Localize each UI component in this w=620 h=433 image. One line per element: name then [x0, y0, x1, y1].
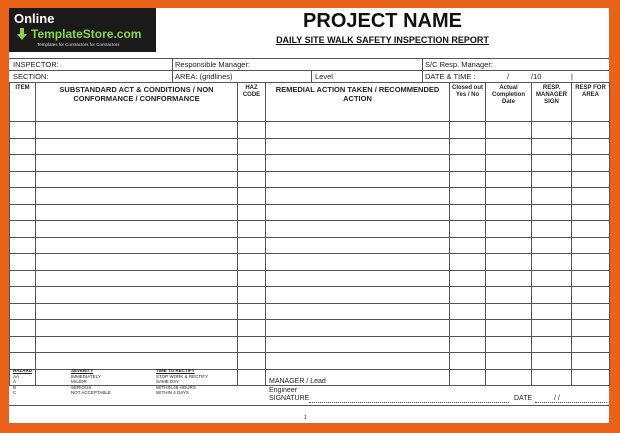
column-header-closed-out: Closed out Yes / No	[450, 83, 486, 122]
table-cell[interactable]	[238, 353, 266, 370]
table-cell[interactable]	[36, 270, 238, 287]
legend-severity: SERIOUS	[71, 384, 92, 390]
table-cell[interactable]	[266, 155, 450, 172]
table-row[interactable]	[10, 155, 610, 172]
table-cell[interactable]	[486, 171, 532, 188]
table-row[interactable]	[10, 336, 610, 353]
table-row[interactable]	[10, 287, 610, 304]
table-row[interactable]	[10, 270, 610, 287]
table-cell[interactable]	[238, 171, 266, 188]
table-cell[interactable]	[10, 237, 36, 254]
date-bar: |	[571, 72, 573, 81]
table-cell[interactable]	[36, 155, 238, 172]
table-cell[interactable]	[572, 122, 610, 139]
table-row[interactable]	[10, 320, 610, 337]
table-cell[interactable]	[450, 204, 486, 221]
table-cell[interactable]	[532, 353, 572, 370]
table-cell[interactable]	[238, 122, 266, 139]
date-separator: /	[507, 72, 510, 81]
legend-row	[13, 390, 189, 396]
legend-hazard-code: A	[13, 379, 17, 384]
table-cell[interactable]	[572, 287, 610, 304]
table-cell[interactable]	[266, 303, 450, 320]
table-cell[interactable]	[486, 188, 532, 205]
table-cell[interactable]	[450, 155, 486, 172]
table-cell[interactable]	[238, 270, 266, 287]
column-header-haz-code: HAZ CODE	[238, 83, 266, 122]
table-cell[interactable]	[450, 353, 486, 370]
sc-resp-manager-label: S/C Resp. Manager:	[425, 60, 493, 69]
table-row[interactable]	[10, 171, 610, 188]
legend-severity: IMMEDIATELY	[71, 373, 101, 379]
table-cell[interactable]	[572, 155, 610, 172]
table-cell[interactable]	[486, 155, 532, 172]
table-cell[interactable]	[486, 237, 532, 254]
table-cell[interactable]	[10, 320, 36, 337]
table-cell[interactable]	[266, 336, 450, 353]
legend-hazard-code: B	[13, 384, 17, 390]
logo-tagline: Templates for Contractors for Contractors	[37, 42, 120, 47]
area-label: AREA: (gridlines)	[175, 72, 233, 81]
table-cell[interactable]	[532, 138, 572, 155]
table-cell[interactable]	[10, 336, 36, 353]
table-cell[interactable]	[572, 303, 610, 320]
table-cell[interactable]	[532, 122, 572, 139]
table-row[interactable]	[10, 353, 610, 370]
logo-line2: TemplateStore.com	[31, 27, 142, 41]
table-cell[interactable]	[486, 270, 532, 287]
hazard-legend	[13, 368, 263, 408]
legend-time: WITHIN 48 HOURS	[156, 384, 196, 390]
table-cell[interactable]	[238, 320, 266, 337]
table-row[interactable]	[10, 221, 610, 238]
table-cell[interactable]	[10, 204, 36, 221]
table-cell[interactable]	[486, 369, 532, 386]
table-cell[interactable]	[450, 254, 486, 271]
table-cell[interactable]	[266, 204, 450, 221]
table-cell[interactable]	[266, 320, 450, 337]
legend-time: WITHIN 4 DAYS	[156, 390, 189, 395]
table-cell[interactable]	[238, 138, 266, 155]
table-cell[interactable]	[266, 353, 450, 370]
table-cell[interactable]	[486, 138, 532, 155]
table-cell[interactable]	[36, 254, 238, 271]
engineer-label: Engineer	[269, 387, 298, 394]
legend-severity: NOT ACCEPTABLE	[71, 390, 111, 395]
legend-severity: MAJOR	[71, 379, 87, 384]
table-cell[interactable]	[486, 221, 532, 238]
table-cell[interactable]	[532, 254, 572, 271]
table-cell[interactable]	[238, 155, 266, 172]
table-row[interactable]	[10, 303, 610, 320]
date-line[interactable]	[535, 402, 607, 403]
table-cell[interactable]	[10, 188, 36, 205]
table-cell[interactable]	[572, 320, 610, 337]
table-cell[interactable]	[450, 122, 486, 139]
column-header-remedial-action: REMEDIAL ACTION TAKEN / RECOMMENDED ACTION	[266, 83, 450, 122]
table-cell[interactable]	[532, 237, 572, 254]
table-cell[interactable]	[532, 287, 572, 304]
table-cell[interactable]	[266, 254, 450, 271]
download-arrow-icon	[16, 28, 28, 40]
section-label: SECTION:	[13, 72, 49, 81]
table-cell[interactable]	[238, 303, 266, 320]
table-cell[interactable]	[10, 221, 36, 238]
table-cell[interactable]	[450, 320, 486, 337]
table-cell[interactable]	[532, 221, 572, 238]
table-cell[interactable]	[266, 287, 450, 304]
table-cell[interactable]	[36, 237, 238, 254]
table-cell[interactable]	[486, 122, 532, 139]
table-cell[interactable]	[36, 303, 238, 320]
table-cell[interactable]	[450, 138, 486, 155]
table-header-row	[10, 83, 610, 122]
manager-lead-label: MANAGER / Lead	[269, 378, 326, 385]
table-cell[interactable]	[572, 171, 610, 188]
legend-hazard-code: AA	[13, 373, 20, 379]
level-label: Level	[315, 72, 333, 81]
column-header-manager-sign: RESP. MANAGER SIGN	[532, 83, 572, 122]
divider	[422, 58, 423, 82]
table-cell[interactable]	[266, 270, 450, 287]
footer-divider	[9, 405, 609, 406]
table-cell[interactable]	[266, 237, 450, 254]
column-header-item: ITEM	[10, 83, 36, 122]
table-cell[interactable]	[572, 221, 610, 238]
table-cell[interactable]	[36, 221, 238, 238]
table-cell[interactable]	[10, 155, 36, 172]
legend-hazard-header: HAZARD	[13, 368, 32, 373]
table-cell[interactable]	[572, 237, 610, 254]
logo	[9, 8, 156, 52]
legend-time: SAME DAY	[156, 379, 179, 384]
info-row-1	[9, 58, 609, 70]
table-cell[interactable]	[486, 303, 532, 320]
divider	[172, 58, 173, 82]
legend-hazard-code: C	[13, 390, 17, 395]
table-cell[interactable]	[572, 138, 610, 155]
table-cell[interactable]	[532, 171, 572, 188]
table-cell[interactable]	[450, 171, 486, 188]
report-subtitle: DAILY SITE WALK SAFETY INSPECTION REPORT	[276, 35, 489, 45]
table-cell[interactable]	[266, 122, 450, 139]
table-cell[interactable]	[36, 188, 238, 205]
table-cell[interactable]	[36, 138, 238, 155]
table-cell[interactable]	[450, 188, 486, 205]
table-row[interactable]	[10, 204, 610, 221]
table-cell[interactable]	[572, 204, 610, 221]
column-header-substandard: SUBSTANDARD ACT & CONDITIONS / NON CONFORMANCE / CONFORMANCE	[36, 83, 238, 122]
info-row-2	[9, 70, 609, 82]
table-cell[interactable]	[572, 188, 610, 205]
date-time-label: DATE & TIME :	[425, 72, 476, 81]
table-cell[interactable]	[486, 320, 532, 337]
table-cell[interactable]	[572, 336, 610, 353]
table-cell[interactable]	[238, 188, 266, 205]
table-cell[interactable]	[36, 204, 238, 221]
inspector-label: INSPECTOR:	[13, 60, 59, 69]
signature-label: SIGNATURE	[269, 395, 310, 402]
legend-severity-header: SEVERITY	[71, 368, 94, 373]
table-cell[interactable]	[572, 254, 610, 271]
column-header-completion-date: Actual Completion Date	[486, 83, 532, 122]
table-cell[interactable]	[36, 171, 238, 188]
table-row[interactable]	[10, 122, 610, 139]
legend-time: STOP WORK & RECTIFY	[156, 373, 209, 379]
table-cell[interactable]	[36, 336, 238, 353]
table-cell[interactable]	[532, 369, 572, 386]
table-cell[interactable]	[266, 138, 450, 155]
table-cell[interactable]	[486, 336, 532, 353]
table-cell[interactable]	[532, 155, 572, 172]
table-cell[interactable]	[238, 287, 266, 304]
table-cell[interactable]	[36, 353, 238, 370]
table-cell[interactable]	[486, 353, 532, 370]
table-cell[interactable]	[266, 188, 450, 205]
table-cell[interactable]	[10, 138, 36, 155]
table-cell[interactable]	[532, 188, 572, 205]
table-row[interactable]	[10, 188, 610, 205]
table-cell[interactable]	[238, 221, 266, 238]
signature-line[interactable]	[309, 402, 509, 403]
table-cell[interactable]	[10, 254, 36, 271]
legend-time-header: TIME TO RECTIFY	[156, 368, 195, 373]
table-cell[interactable]	[450, 336, 486, 353]
table-cell[interactable]	[10, 287, 36, 304]
table-cell[interactable]	[572, 353, 610, 370]
report-sheet	[9, 8, 609, 423]
table-cell[interactable]	[450, 287, 486, 304]
table-cell[interactable]	[10, 353, 36, 370]
page-number: 1	[304, 415, 307, 421]
table-cell[interactable]	[10, 122, 36, 139]
table-cell[interactable]	[36, 287, 238, 304]
date-slashes: / /	[554, 395, 560, 402]
table-cell[interactable]	[266, 171, 450, 188]
table-cell[interactable]	[532, 320, 572, 337]
table-cell[interactable]	[450, 303, 486, 320]
table-cell[interactable]	[36, 122, 238, 139]
table-cell[interactable]	[10, 303, 36, 320]
table-cell[interactable]	[532, 336, 572, 353]
table-cell[interactable]	[450, 237, 486, 254]
column-header-resp-area: RESP FOR AREA	[572, 83, 610, 122]
table-cell[interactable]	[450, 270, 486, 287]
inspection-table	[9, 82, 610, 386]
responsible-manager-label: Responsible Manager:	[175, 60, 251, 69]
table-cell[interactable]	[36, 320, 238, 337]
table-cell[interactable]	[450, 369, 486, 386]
table-cell[interactable]	[238, 336, 266, 353]
table-row[interactable]	[10, 237, 610, 254]
table-cell[interactable]	[486, 254, 532, 271]
table-cell[interactable]	[532, 204, 572, 221]
table-cell[interactable]	[486, 204, 532, 221]
page-title: PROJECT NAME	[303, 10, 462, 32]
table-cell[interactable]	[238, 204, 266, 221]
table-cell[interactable]	[238, 254, 266, 271]
table-cell[interactable]	[450, 221, 486, 238]
divider	[311, 70, 312, 82]
table-cell[interactable]	[532, 270, 572, 287]
table-cell[interactable]	[486, 287, 532, 304]
table-row[interactable]	[10, 254, 610, 271]
table-cell[interactable]	[572, 270, 610, 287]
table-row[interactable]	[10, 138, 610, 155]
table-cell[interactable]	[238, 237, 266, 254]
logo-line1: Online	[14, 11, 55, 26]
table-cell[interactable]	[10, 270, 36, 287]
table-cell[interactable]	[532, 303, 572, 320]
table-cell[interactable]	[10, 171, 36, 188]
date-label: DATE	[514, 395, 533, 402]
table-cell[interactable]	[266, 221, 450, 238]
table-cell[interactable]	[572, 369, 610, 386]
date-year: /10	[531, 72, 542, 81]
